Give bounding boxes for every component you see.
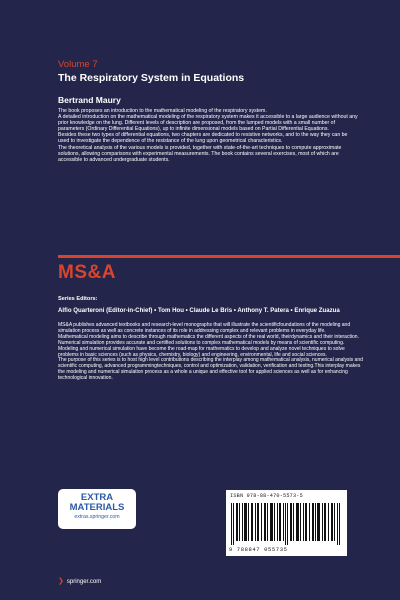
series-description-paragraph: Mathematical modeling aims to describe through mathematics the different aspects of the real world, theirdynamics and their interaction. Numerical simulation provides accurate and certified solutions to complex mathematical models by means of scientific computing. Modeling and numerical simulation have become the road-map for mathematics to develop and analyze novel techniques to solve problems in basic sciences (such as physics, chemistry, biology) and engineering, environmental, life and social sciences. — [58, 333, 359, 358]
barcode-bars — [231, 503, 343, 545]
series-divider — [58, 255, 400, 258]
series-description-paragraph: MS&A publishes advanced textbooks and research-level monographs that will illustrate the scientificfoundations of the modeling and simulation process as well as concrete instances of its role in addressing complex and relevant problems in everyday life. — [58, 322, 351, 334]
series-editors-label: Series Editors: — [58, 296, 98, 302]
series-description-paragraph: The purpose of this series is to host high level contributions describing the interplay among mathematical analysis, numerical analysis and scientific computing, advanced programmingtechniques, control and optimization, validation, verification and testing.This interplay makes the modeling and numerical simulation process as a whole a unique and effective tool for applied sciences as well as for enhancing technological innovation. — [58, 357, 363, 382]
book-description-paragraph: The theoretical analysis of the various models is provided, together with state-of-the-art techniques to compute approximate solutions, allowing comparisons with experimental measurements. The book contains several exercises, most of which are accessible to advanced undergraduate students. — [58, 144, 342, 163]
isbn-text: ISBN 978-88-470-5573-5 — [230, 493, 303, 499]
book-description-paragraph: The book proposes an introduction to the mathematical modeling of the respiratory system. — [58, 108, 267, 114]
series-description — [58, 323, 364, 382]
extra-materials-url[interactable]: extras.springer.com — [74, 514, 120, 520]
book-author: Bertrand Maury — [58, 95, 121, 105]
series-logo: MS&A — [58, 262, 116, 283]
extra-materials-line2: MATERIALS — [69, 502, 125, 513]
book-description-paragraph: Besides these two types of differential equations, two chapters are dedicated to resistive networks, and to the way they can be used to investigate the dependence of the resistance of the lung upon geometrical characteristics. — [58, 132, 348, 145]
book-title: The Respiratory System in Equations — [58, 72, 245, 84]
volume-label: Volume 7 — [58, 59, 98, 70]
series-editors: Alfio Quarteroni (Editor-in-Chief) • Tom Hou • Claude Le Bris • Anthony T. Patera • Enrique Zuazua — [58, 307, 340, 314]
barcode — [226, 490, 347, 556]
extra-materials-badge[interactable] — [58, 489, 136, 529]
barcode-number: 9 788847 055735 — [229, 546, 288, 553]
book-description-paragraph: A detailed introduction on the mathematical modeling of the respiratory system makes it accessible to a large audience without any prior knowledge on the lung. Different levels of description are proposed, from the lumped models with a small number of parameters (Ordinary Differential Equations), up to infinite dimensional models based on Partial Differential Equations. — [58, 114, 358, 133]
springer-link[interactable] — [58, 577, 101, 585]
springer-link-text[interactable]: springer.com — [66, 579, 102, 585]
chevron-right-icon: ❯ — [58, 578, 64, 585]
extra-materials-line1: EXTRA — [80, 492, 114, 503]
book-description — [58, 108, 358, 163]
